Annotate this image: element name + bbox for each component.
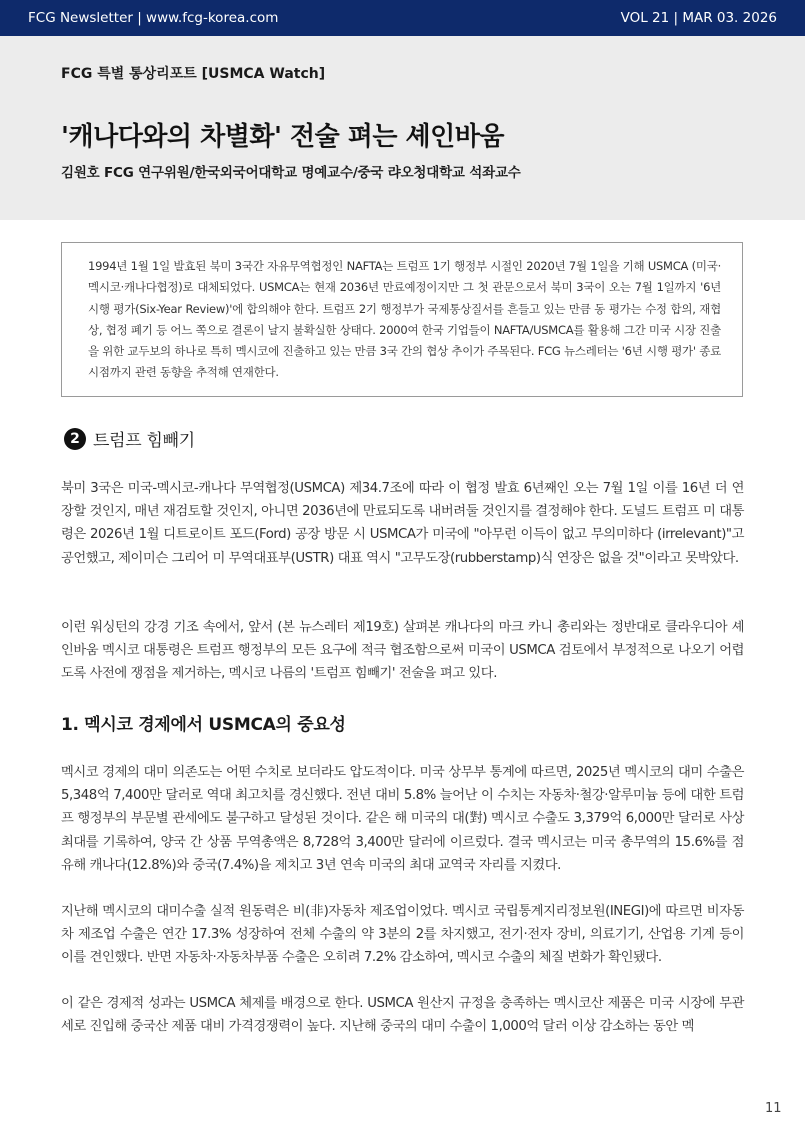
body-paragraph: 멕시코 경제의 대미 의존도는 어떤 수치로 보더라도 압도적이다. 미국 상무부 통계에 따르면, 2025년 멕시코의 대미 수출은 5,348억 7,400만 달러로 역대 최고치를 경신했다. 전년 대비 5.8% 늘어난 이 수치는 자동차·철강·알루미늄 등에 대한 트럼프 행정부의 부문별 관세에도 불구하고 달성된 것이다. 같은 해 미국의 대(對) 멕시코 수출도 3,379억 6,000만 달러로 사상 최대를 기록하여, 양국 간 상품 무역총액은 8,728억 3,400만 달러에 이르렀다. 결국 멕시코는 미국 총무역의 15.6%를 점유해 캐나다(12.8%)와 중국(7.4%)을 제치고 3년 연속 미국의 최대 교역국 자리를 지켰다.: [61, 765, 744, 873]
volume-date: VOL 21 | MAR 03. 2026: [620, 10, 777, 26]
body-paragraph: 이 같은 경제적 성과는 USMCA 체제를 배경으로 한다. USMCA 원산지 규정을 충족하는 멕시코산 제품은 미국 시장에 무관세로 진입해 중국산 제품 대비 가격경쟁력이 높다. 지난해 중국의 대미 수출이 1,000억 달러 이상 감소하는 동안 멕: [61, 996, 744, 1035]
section-number-badge: 2: [64, 428, 86, 450]
author-line: 김원호 FCG 연구위원/한국외국어대학교 명예교수/중국 랴오청대학교 석좌교수: [61, 165, 521, 181]
body-paragraph: 북미 3국은 미국-멕시코-캐나다 무역협정(USMCA) 제34.7조에 따라 이 협정 발효 6년째인 오는 7월 1일 이를 16년 더 연장할 것인지, 매년 재검토할 것인지, 아니면 2036년에 만료되도록 내버려둘 것인지를 결정해야 한다. 도널드 트럼프 미 대통령은 2026년 1월 디트로이트 포드(Ford) 공장 방문 시 USMCA가 미국에 "아무런 이득이 없고 무의미하다 (irrelevant)"고 공언했고, 제이미슨 그리어 미 무역대표부(USTR) 대표 역시 "고무도장(rubberstamp)식 연장은 없을 것"이라고 못박았다.: [61, 481, 744, 566]
body-paragraph: 지난해 멕시코의 대미수출 실적 원동력은 비(非)자동차 제조업이었다. 멕시코 국립통계지리정보원(INEGI)에 따르면 비자동차 제조업 수출은 연간 17.3% 성장하여 전체 수출의 약 3분의 2를 차지했고, 전기·전자 장비, 의료기기, 산업용 기계 등이 이를 견인했다. 반면 자동차·자동차부품 수출은 오히려 7.2% 감소하여, 멕시코 수출의 체질 변화가 확인됐다.: [61, 904, 744, 966]
newsletter-name: FCG Newsletter | www.fcg-korea.com: [28, 10, 279, 26]
section-title: 트럼프 힘빼기: [93, 431, 195, 451]
newsletter-header-bar: [0, 0, 805, 36]
section-heading: [64, 426, 195, 451]
report-label: FCG 특별 통상리포트 [USMCA Watch]: [61, 66, 326, 82]
subsection-title: 1. 멕시코 경제에서 USMCA의 중요성: [61, 715, 346, 735]
body-paragraph: 이런 워싱턴의 강경 기조 속에서, 앞서 (본 뉴스레터 제19호) 살펴본 캐나다의 마크 카니 총리와는 정반대로 클라우디아 셰인바움 멕시코 대통령은 트럼프 행정부의 모든 요구에 적극 협조함으로써 미국이 USMCA 검토에서 부정적으로 나오기 어렵도록 사전에 쟁점을 제거하는, 멕시코 나름의 '트럼프 힘빼기' 전술을 펴고 있다.: [61, 620, 744, 682]
article-title: '캐나다와의 차별화' 전술 펴는 셰인바움: [61, 122, 504, 152]
intro-box: 1994년 1월 1일 발효된 북미 3국간 자유무역협정인 NAFTA는 트럼프 1기 행정부 시절인 2020년 7월 1일을 기해 USMCA (미국·멕시코·캐나다협정)로 대체되었다. USMCA는 현재 2036년 만료예정이지만 그 첫 관문으로서 북미 3국이 오는 7월 1일까지 '6년시행 평가(Six-Year Review)'에 합의해야 한다. 트럼프 2기 행정부가 국제통상질서를 흔들고 있는 만큼 동 평가는 수정 합의, 재협상, 협정 폐기 등 어느 쪽으로 결론이 날지 불확실한 상태다. 2000여 한국 기업들이 NAFTA/USMCA를 활용해 그간 미국 시장 진출을 위한 교두보의 하나로 특히 멕시코에 진출하고 있는 만큼 3국 간의 협상 추이가 주목된다. FCG 뉴스레터는 '6년 시행 평가' 종료 시점까지 관련 동향을 추적해 연재한다.: [61, 242, 743, 397]
page-number: 11: [765, 1101, 782, 1116]
